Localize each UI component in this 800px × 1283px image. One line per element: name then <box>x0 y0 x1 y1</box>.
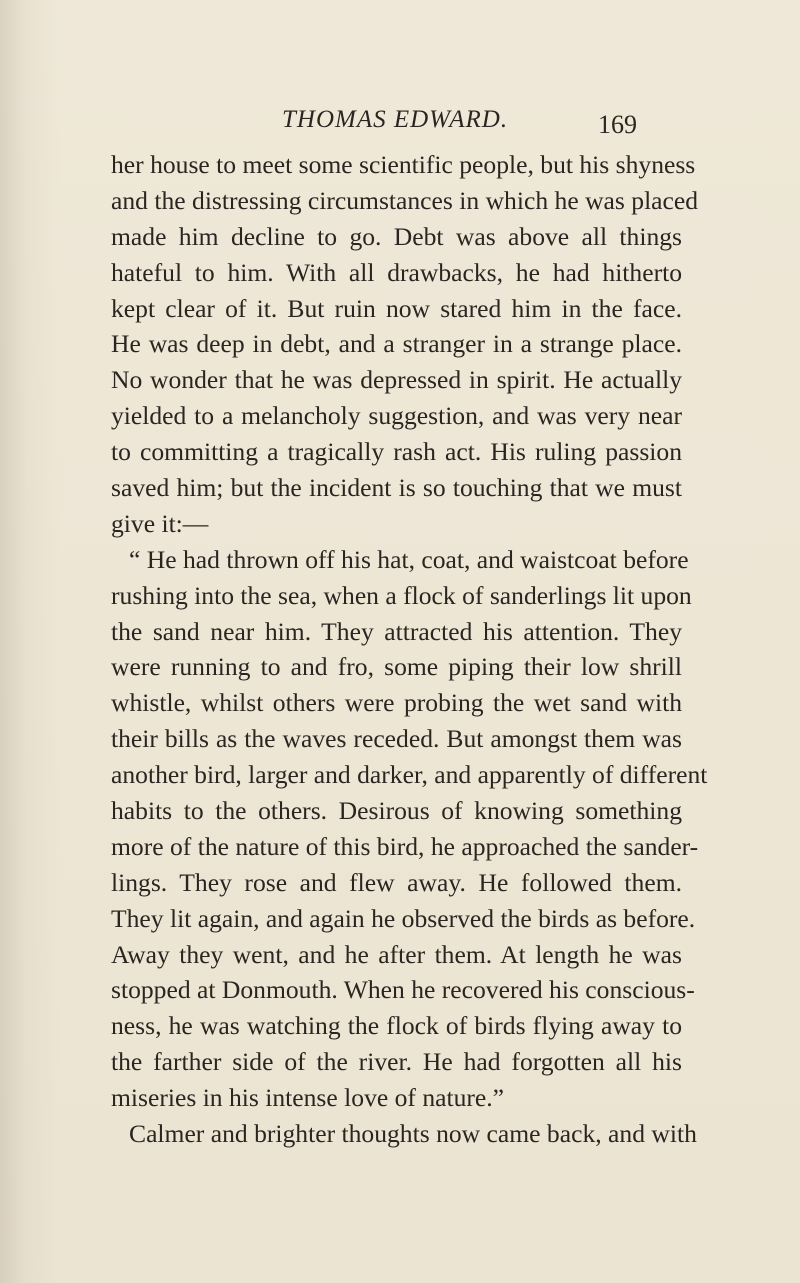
quote-line: the sand near him. They attracted his attention. They <box>111 616 682 646</box>
text-line: yielded to a melancholy suggestion, and was very near <box>111 401 682 431</box>
text-line: Calmer and brighter thoughts now came back, and with <box>129 1119 697 1149</box>
text-line: give it:— <box>111 508 209 538</box>
quote-line: habits to the others. Desirous of knowing something <box>111 796 682 826</box>
quote-line: another bird, larger and darker, and apparently of different <box>111 760 708 790</box>
quote-line: rushing into the sea, when a flock of sanderlings lit upon <box>111 580 692 610</box>
running-head: THOMAS EDWARD. <box>282 106 509 133</box>
text-line: hateful to him. With all drawbacks, he had hitherto <box>111 257 682 287</box>
text-line: made him decline to go. Debt was above all things <box>111 221 682 251</box>
page-header <box>0 102 800 146</box>
quote-line: lings. They rose and flew away. He followed them. <box>111 867 682 897</box>
quote-line: were running to and fro, some piping their low shrill <box>111 652 682 682</box>
page-number: 169 <box>598 110 637 139</box>
text-line: and the distressing circumstances in which he was placed <box>111 185 699 215</box>
text-line: No wonder that he was depressed in spirit. He actually <box>111 365 682 395</box>
body-text <box>111 147 708 1152</box>
quote-line: They lit again, and again he observed the birds as before. <box>111 903 696 933</box>
quote-line: more of the nature of this bird, he approached the sander- <box>111 831 699 861</box>
quote-line: “ He had thrown off his hat, coat, and waistcoat before <box>129 544 689 574</box>
quote-line: ness, he was watching the flock of birds flying away to <box>111 1011 682 1041</box>
quote-line: the farther side of the river. He had forgotten all his <box>111 1047 682 1077</box>
quote-line: stopped at Donmouth. When he recovered his conscious- <box>111 975 695 1005</box>
quote-line: their bills as the waves receded. But amongst them was <box>111 724 682 754</box>
text-line: saved him; but the incident is so touching that we must <box>111 473 682 503</box>
text-line: her house to meet some scientific people, but his shyness <box>111 150 696 179</box>
text-line: He was deep in debt, and a stranger in a strange place. <box>111 329 682 359</box>
quote-line: Away they went, and he after them. At length he was <box>111 939 682 969</box>
text-line: kept clear of it. But ruin now stared him in the face. <box>111 293 682 323</box>
text-line: to committing a tragically rash act. His ruling passion <box>111 437 682 467</box>
quote-line: miseries in his intense love of nature.” <box>111 1083 505 1113</box>
quote-line: whistle, whilst others were probing the wet sand with <box>111 688 682 718</box>
